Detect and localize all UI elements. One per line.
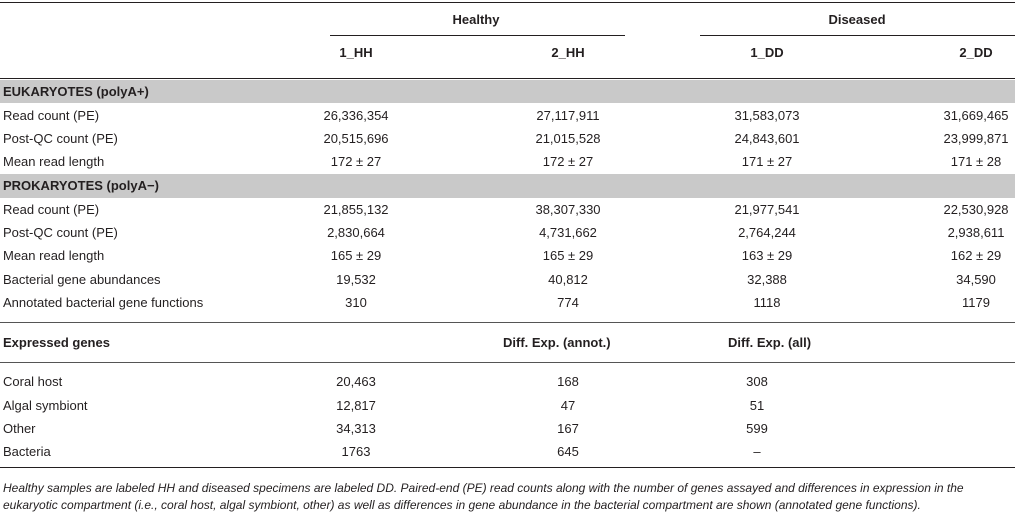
row-label: Bacteria <box>3 444 51 459</box>
section-title-eukaryotes: EUKARYOTES (polyA+) <box>3 84 149 99</box>
value-1-dd: 1118 <box>753 295 781 310</box>
row-label: Other <box>3 421 36 436</box>
value-2-hh: 38,307,330 <box>535 202 601 217</box>
value-2-hh: 172 ± 27 <box>542 154 594 169</box>
value-2-hh: 21,015,528 <box>535 131 601 146</box>
column-header-1-dd: 1_DD <box>750 45 784 60</box>
healthy-group-rule <box>330 35 625 36</box>
value-2-dd: 162 ± 29 <box>950 248 1002 263</box>
diff-exp-annot-header: Diff. Exp. (annot.) <box>503 335 611 350</box>
value-2-dd: 31,669,465 <box>943 108 1009 123</box>
expressed-value: 34,313 <box>336 421 376 436</box>
value-1-hh: 165 ± 29 <box>330 248 382 263</box>
row-label: Post-QC count (PE) <box>3 225 118 240</box>
column-header-2-hh: 2_HH <box>551 45 585 60</box>
diff-exp-all-value: 51 <box>749 398 765 413</box>
value-1-dd: 24,843,601 <box>734 131 800 146</box>
value-2-hh: 40,812 <box>548 272 588 287</box>
value-1-dd: 2,764,244 <box>738 225 796 240</box>
row-label: Read count (PE) <box>3 108 100 123</box>
column-header-2-dd: 2_DD <box>959 45 993 60</box>
table-caption: Healthy samples are labeled HH and diseased specimens are labeled DD. Paired-end (PE) read counts along with the number of genes assayed and differences in expression in the eukaryotic compartment (i.e., coral host, algal symbiont, other) as well as differences in gene abundance in the bacterial compartment are shown (annotated gene functions). <box>3 481 964 512</box>
value-1-hh: 21,855,132 <box>323 202 389 217</box>
expressed-header-rule <box>0 362 1015 363</box>
value-2-hh: 4,731,662 <box>539 225 597 240</box>
value-1-hh: 26,336,354 <box>323 108 389 123</box>
value-2-dd: 171 ± 28 <box>950 154 1002 169</box>
row-label: Coral host <box>3 374 63 389</box>
value-2-dd: 2,938,611 <box>947 225 1005 240</box>
diff-exp-all-value: 599 <box>746 421 768 436</box>
value-1-hh: 19,532 <box>336 272 376 287</box>
value-2-hh: 774 <box>557 295 579 310</box>
section-divider-rule <box>0 322 1015 323</box>
value-2-hh: 165 ± 29 <box>542 248 594 263</box>
value-1-hh: 2,830,664 <box>327 225 385 240</box>
value-2-dd: 34,590 <box>956 272 996 287</box>
value-1-dd: 31,583,073 <box>734 108 800 123</box>
section-band-eukaryotes <box>0 80 1015 103</box>
diseased-group-rule <box>700 35 1015 36</box>
header-bottom-rule <box>0 78 1015 79</box>
value-2-hh: 27,117,911 <box>536 108 600 123</box>
diff-exp-annot-value: 645 <box>557 444 579 459</box>
expressed-value: 20,463 <box>336 374 376 389</box>
row-label: Bacterial gene abundances <box>3 272 161 287</box>
row-label: Annotated bacterial gene functions <box>3 295 204 310</box>
diff-exp-annot-value: 47 <box>560 398 576 413</box>
column-header-1-hh: 1_HH <box>339 45 373 60</box>
table-top-rule <box>0 2 1015 3</box>
group-header-healthy: Healthy <box>452 12 500 27</box>
diff-exp-all-header: Diff. Exp. (all) <box>728 335 812 350</box>
value-1-hh: 310 <box>345 295 367 310</box>
row-label: Read count (PE) <box>3 202 100 217</box>
row-label: Algal symbiont <box>3 398 88 413</box>
value-2-dd: 23,999,871 <box>943 131 1009 146</box>
section-title-prokaryotes: PROKARYOTES (polyA−) <box>3 178 159 193</box>
diff-exp-all-value: – <box>753 444 761 459</box>
value-2-dd: 22,530,928 <box>943 202 1009 217</box>
expressed-value: 12,817 <box>336 398 376 413</box>
diff-exp-annot-value: 167 <box>557 421 579 436</box>
value-1-dd: 21,977,541 <box>734 202 800 217</box>
value-1-dd: 32,388 <box>747 272 787 287</box>
value-1-dd: 171 ± 27 <box>741 154 793 169</box>
row-label: Mean read length <box>3 248 105 263</box>
row-label: Post-QC count (PE) <box>3 131 118 146</box>
value-1-hh: 20,515,696 <box>323 131 389 146</box>
table-bottom-rule <box>0 467 1015 468</box>
diff-exp-annot-value: 168 <box>557 374 579 389</box>
group-header-diseased: Diseased <box>828 12 886 27</box>
row-label: Mean read length <box>3 154 105 169</box>
value-1-hh: 172 ± 27 <box>330 154 382 169</box>
diff-exp-all-value: 308 <box>746 374 768 389</box>
value-1-dd: 163 ± 29 <box>741 248 793 263</box>
value-2-dd: 1179 <box>962 295 990 310</box>
expressed-genes-header: Expressed genes <box>3 335 110 350</box>
expressed-value: 1763 <box>341 444 371 459</box>
